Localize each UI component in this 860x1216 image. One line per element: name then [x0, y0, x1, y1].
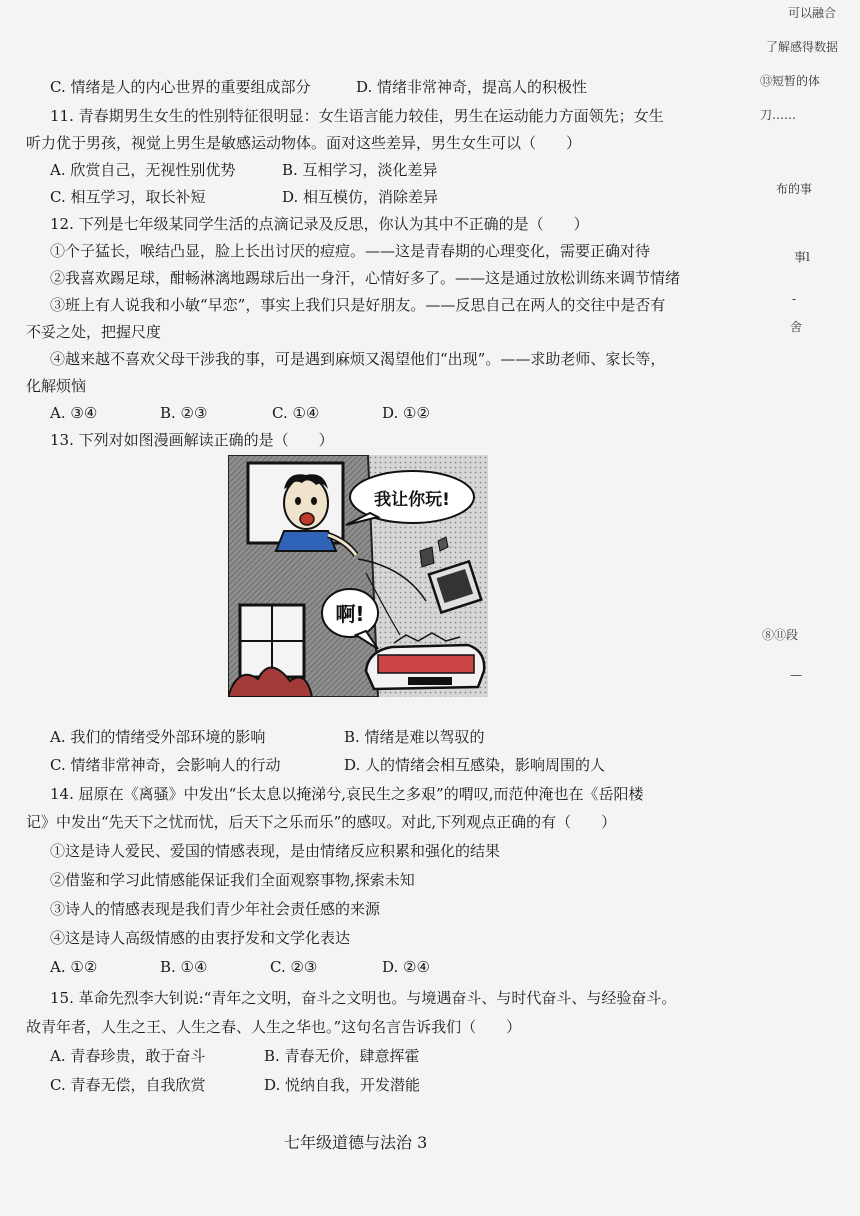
q12-option-c: C. ①④	[272, 404, 320, 422]
q14-item-3: ③诗人的情感表现是我们青少年社会责任感的来源	[50, 900, 381, 918]
q12-item-3-cont: 不妥之处，把握尺度	[26, 323, 162, 341]
q10-option-c: C. 情绪是人的内心世界的重要组成部分	[50, 78, 311, 96]
q13-option-b: B. 情绪是难以驾驭的	[344, 728, 485, 746]
q12-item-2: ②我喜欢踢足球，酣畅淋漓地踢球后出一身汗，心情好多了。——这是通过放松训练来调节情绪	[50, 269, 681, 287]
q14-option-c: C. ②③	[270, 958, 318, 976]
q14-item-1: ①这是诗人爱民、爱国的情感表现，是由情绪反应积累和强化的结果	[50, 842, 501, 860]
q13-option-d: D. 人的情绪会相互感染，影响周围的人	[344, 756, 606, 774]
q12-item-3: ③班上有人说我和小敏“早恋”，事实上我们只是好朋友。——反思自己在两人的交往中是否有	[50, 296, 666, 314]
q14-option-b: B. ①④	[160, 958, 208, 976]
q10-option-d: D. 情绪非常神奇，提高人的积极性	[356, 78, 588, 96]
side-note: —	[790, 668, 802, 682]
q15-option-b: B. 青春无价，肆意挥霍	[264, 1047, 420, 1065]
q11-option-c: C. 相互学习，取长补短	[50, 188, 206, 206]
comic-illustration	[228, 455, 488, 697]
side-note: 了解感得数据	[766, 40, 839, 54]
side-note: -	[792, 292, 797, 306]
q14-item-2: ②借鉴和学习此情感能保证我们全面观察事物,探索未知	[50, 871, 415, 889]
q12-item-1: ①个子猛长，喉结凸显，脸上长出讨厌的痘痘。——这是青春期的心理变化，需要正确对待	[50, 242, 651, 260]
q13-option-a: A. 我们的情绪受外部环境的影响	[50, 728, 266, 746]
q14-option-d: D. ②④	[382, 958, 430, 976]
q15-option-a: A. 青春珍贵，敢于奋斗	[50, 1047, 206, 1065]
q14-item-4: ④这是诗人高级情感的由衷抒发和文学化表达	[50, 929, 351, 947]
q11-option-b: B. 互相学习，淡化差异	[282, 161, 438, 179]
side-note: 舍	[790, 320, 803, 334]
side-note: 可以融合	[788, 6, 837, 20]
q14-stem-cont: 记》中发出“先天下之忧而忧，后天下之乐而乐”的感叹。对此,下列观点正确的有（ ）	[26, 813, 617, 831]
q12-option-b: B. ②③	[160, 404, 208, 422]
q12-stem: 12. 下列是七年级某同学生活的点滴记录及反思，你认为其中不正确的是（ ）	[50, 215, 589, 233]
q11-stem-cont: 听力优于男孩，视觉上男生是敏感运动物体。面对这些差异，男生女生可以（ ）	[26, 134, 582, 152]
q15-option-d: D. 悦纳自我，开发潜能	[264, 1076, 421, 1094]
comic-speech-bottom: 啊!	[335, 602, 365, 626]
q13-stem: 13. 下列对如图漫画解读正确的是（ ）	[50, 431, 334, 449]
q15-option-c: C. 青春无偿，自我欣赏	[50, 1076, 206, 1094]
q11-stem: 11. 青春期男生女生的性别特征很明显：女生语言能力较佳，男生在运动能力方面领先；女生	[50, 107, 664, 125]
comic-speech-top: 我让你玩!	[374, 490, 450, 510]
q11-option-d: D. 相互模仿，消除差异	[282, 188, 439, 206]
q15-stem-cont: 故青年者，人生之王、人生之春、人生之华也。”这句名言告诉我们（ ）	[26, 1018, 522, 1036]
q15-stem: 15. 革命先烈李大钊说:“青年之文明，奋斗之文明也。与境遇奋斗、与时代奋斗、与经验奋斗。	[50, 989, 677, 1007]
side-note: 布的事	[776, 182, 813, 196]
side-note: 刀……	[760, 108, 797, 122]
q13-option-c: C. 情绪非常神奇，会影响人的行动	[50, 756, 281, 774]
side-note: ⑬短暂的体	[760, 74, 821, 88]
q12-item-4-cont: 化解烦恼	[26, 377, 87, 395]
q12-item-4: ④越来越不喜欢父母干涉我的事，可是遇到麻烦又渴望他们“出现”。——求助老师、家长等，	[50, 350, 666, 368]
q14-option-a: A. ①②	[50, 958, 98, 976]
q12-option-a: A. ③④	[50, 404, 98, 422]
q11-option-a: A. 欣赏自己，无视性别优势	[50, 161, 236, 179]
page-footer: 七年级道德与法治 3	[284, 1133, 428, 1152]
q14-stem: 14. 屈原在《离骚》中发出“长太息以掩涕兮,哀民生之多艰”的喟叹,而范仲淹也在《岳阳楼	[50, 785, 644, 803]
q12-option-d: D. ①②	[382, 404, 430, 422]
side-note: ⑧⑪段	[762, 628, 799, 642]
side-note: 事l	[794, 250, 810, 264]
